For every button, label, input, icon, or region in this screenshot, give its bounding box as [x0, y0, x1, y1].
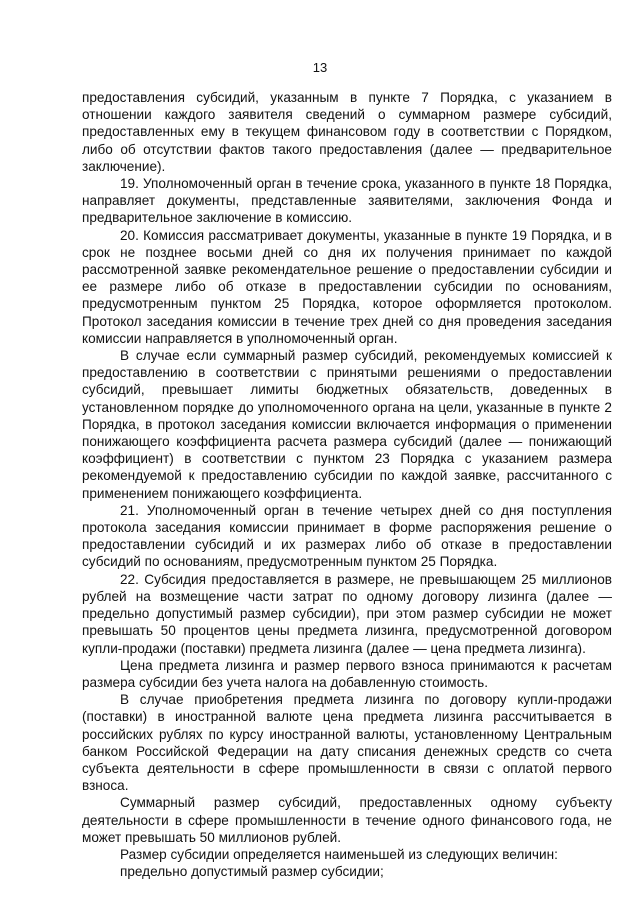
paragraph-item-21: 21. Уполномоченный орган в течение четырех дней со дня поступления протокола заседания комиссии принимает в форме распоряжения решение о предоставлении субсидий и их размерах либо об отказе в предоставлении субсидий по основаниям, предусмотренным пунктом 25 Порядка. [82, 502, 612, 570]
paragraph-reduction-coefficient: В случае если суммарный размер субсидий, рекомендуемых комиссией к предоставлению в соответствии с принятыми решениями о предоставлении субсидий, превышает лимиты бюджетных обязательств, доведенных в установленном порядке до уполномоченного органа на цели, указанные в пункте 2 Порядка, в протокол заседания комиссии включается информация о применении понижающего коэффициента расчета размера субсидий (далее — понижающий коэффициент) в соответствии с пунктом 23 Порядка с указанием размера рекомендуемой к предоставлению субсидии по каждой заявке, рассчитанного с применением понижающего коэффициента. [82, 348, 612, 501]
document-body [82, 89, 612, 880]
page-number: 13 [312, 60, 328, 75]
paragraph-max-size-item: предельно допустимый размер субсидии; [120, 864, 384, 880]
paragraph-size-determination: Размер субсидии определяется наименьшей из следующих величин: [120, 846, 558, 862]
paragraph-item-22: 22. Субсидия предоставляется в размере, не превышающем 25 миллионов рублей на возмещение части затрат по одному договору лизинга (далее — предельно допустимый размер субсидии), при этом размер субсидии не может превышать 50 процентов цены предмета лизинга, предусмотренной договором купли-продажи (поставки) предмета лизинга (далее — цена предмета лизинга). [82, 571, 612, 656]
paragraph-continuation: предоставления субсидий, указанным в пункте 7 Порядка, с указанием в отношении каждого заявителя сведений о суммарном размере субсидий, предоставленных ему в текущем финансовом году в соответствии с Порядком, либо об отсутствии фактов такого предоставления (далее — предварительное заключение). [82, 90, 612, 174]
paragraph-foreign-currency: В случае приобретения предмета лизинга по договору купли-продажи (поставки) в иностранной валюте цена предмета лизинга рассчитывается в российских рублях по курсу иностранной валюты, установленному Центральным банком Российской Федерации на дату списания денежных средств со счета субъекта деятельности в сфере промышленности в связи с оплатой первого взноса. [82, 692, 612, 794]
paragraph-vat: Цена предмета лизинга и размер первого взноса принимаются к расчетам размера субсидии без учета налога на добавленную стоимость. [82, 657, 612, 690]
paragraph-total-limit: Суммарный размер субсидий, предоставленных одному субъекту деятельности в сфере промышленности в течение одного финансового года, не может превышать 50 миллионов рублей. [82, 795, 612, 845]
paragraph-item-20: 20. Комиссия рассматривает документы, указанные в пункте 19 Порядка, и в срок не позднее восьми дней со дня их получения принимает по каждой рассмотренной заявке рекомендательное решение о предоставлении субсидии и ее размере либо об отказе в предоставлении субсидии по основаниям, предусмотренным пунктом 25 Порядка, которое оформляется протоколом. Протокол заседания комиссии в течение трех дней со дня проведения заседания комиссии направляется в уполномоченный орган. [82, 227, 612, 346]
paragraph-item-19: 19. Уполномоченный орган в течение срока, указанного в пункте 18 Порядка, направляет документы, представленные заявителями, заключения Фонда и предварительное заключение в комиссию. [82, 176, 612, 226]
